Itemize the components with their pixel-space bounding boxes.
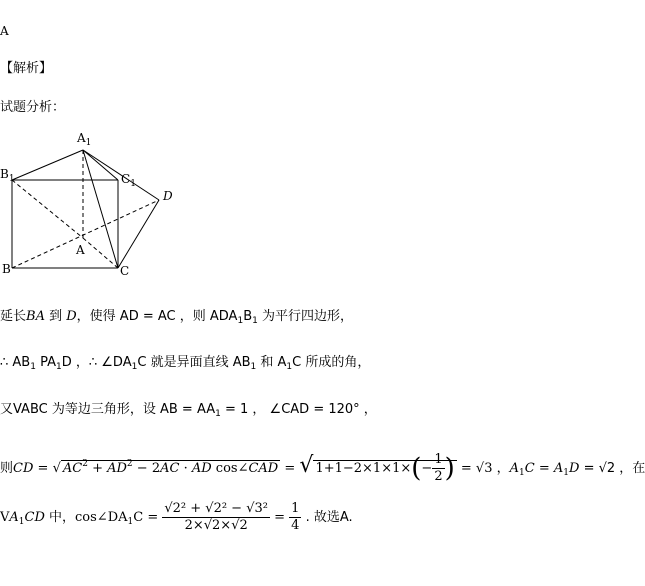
edge-c-d [118,200,159,268]
solution-line-5: $VA_1CD$ 中，$\cos\angle DA_1C$ = $\frac{\text{√2² + √2² − √3²}}{2\times√2\times√2}$ = $\frac{1}{4}$ . 故选A. [0,501,353,533]
solution-line-3: 又VABC 为等边三角形，设 AB = $AA_1 = 1$ ， ∠CAD = 120° ， [0,402,377,419]
radical-numeric: 1+1−2×1×1×(− $\frac{1}{2}$ ) [315,452,455,484]
analysis-label: 试题分析： [0,100,66,115]
label-b1: $B_1$ [0,167,15,184]
label-b: B [2,262,11,276]
cos-fraction: $\frac{\text{√2² + √2² − √3²}}{2\times√2\times√2}$ [164,501,268,533]
answer: A [0,24,9,38]
solution-line-2: ∴ $AB_1$ $PA_1D$ ，∴ $\angle DA_1C$ 就是异面直线 $AB_1$ 和 $A_1C$ 所成的角， [0,355,371,372]
fraction-half: $\frac{1}{2}$ [434,452,443,484]
edge-b1-a [12,180,83,238]
label-c: C [120,264,130,278]
solution-line-1: 延长BA 到 D，使得 AD = AC ，则 $ADA_1B_1$ 为平行四边形， [0,309,353,326]
label-a1: $A_1$ [77,131,92,148]
quarter-fraction: $\frac{1}{4}$ [291,501,300,533]
label-c1: $C_1$ [121,172,136,189]
edge-b1-a1 [12,150,83,180]
edge-b-d [12,200,159,268]
section-header: 【解析】 [0,61,53,76]
label-d: D [163,189,173,203]
radical-expression: $AC^2 + AD^2 - 2AC$ · AD cos∠CAD [62,459,279,476]
edge-a1-c1 [83,150,118,180]
edge-a1-c [83,150,118,268]
solution-line-4: 则CD = √ $AC^2 + AD^2 - 2AC$ · AD cos∠CAD = √ 1+1−2×1×1×(− $\frac{1}{2}$ ) = √3 ，$A_1C = A_1D = √2$ ，在 [0,452,645,484]
label-a: A [76,243,85,257]
edge-a-c [83,238,118,268]
geometry-figure [0,128,185,278]
